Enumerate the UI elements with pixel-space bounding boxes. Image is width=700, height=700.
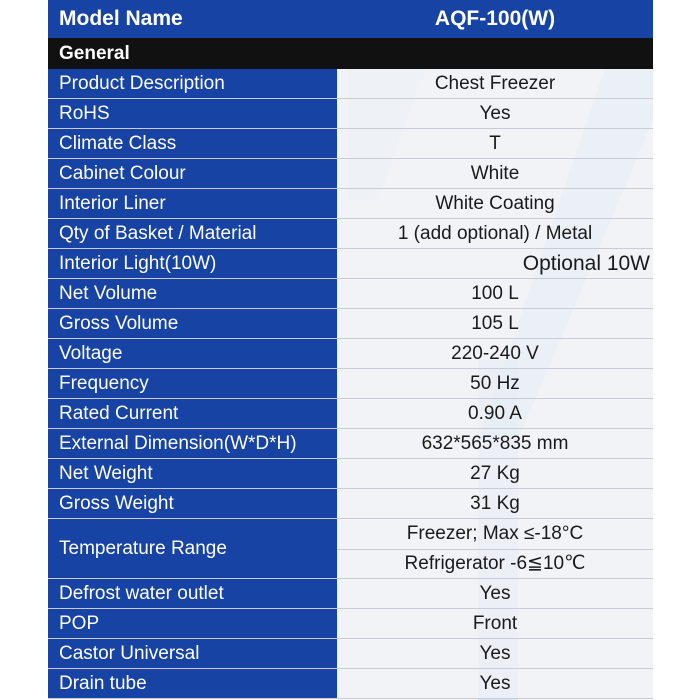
table-row <box>48 579 653 609</box>
table-row <box>48 399 653 429</box>
table-row <box>48 129 653 159</box>
spec-label: RoHS <box>48 99 337 128</box>
spec-label: Voltage <box>48 339 337 368</box>
table-row <box>48 339 653 369</box>
spec-value: 50 Hz <box>337 369 653 398</box>
temperature-range-values <box>337 519 653 578</box>
spec-label: Product Description <box>48 69 337 98</box>
spec-value: Yes <box>337 639 653 668</box>
spec-value: White <box>337 159 653 188</box>
spec-value: Chest Freezer <box>337 69 653 98</box>
spec-value: Yes <box>337 579 653 608</box>
table-row <box>48 609 653 639</box>
spec-label: Castor Universal <box>48 639 337 668</box>
table-row <box>48 309 653 339</box>
table-row <box>48 99 653 129</box>
spec-label: Climate Class <box>48 129 337 158</box>
table-row <box>48 639 653 669</box>
spec-value: 27 Kg <box>337 459 653 488</box>
temperature-range-row <box>48 519 653 579</box>
table-row <box>48 69 653 99</box>
spec-value: Yes <box>337 669 653 698</box>
temperature-range-label: Temperature Range <box>48 519 337 578</box>
spec-value: 100 L <box>337 279 653 308</box>
table-row <box>48 189 653 219</box>
spec-value: 632*565*835 mm <box>337 429 653 458</box>
spec-value: Yes <box>337 99 653 128</box>
table-row <box>48 159 653 189</box>
spec-value: White Coating <box>337 189 653 218</box>
table-row <box>48 459 653 489</box>
table-row <box>48 669 653 699</box>
table-row <box>48 249 653 279</box>
spec-label: Net Weight <box>48 459 337 488</box>
model-name-value: AQF-100(W) <box>434 7 556 30</box>
refrigerator-range: Refrigerator -6≦10℃ <box>337 549 653 579</box>
spec-label: Interior Liner <box>48 189 337 218</box>
spec-value: Front <box>337 609 653 638</box>
table-row <box>48 429 653 459</box>
spec-label: Defrost water outlet <box>48 579 337 608</box>
spec-value: 1 (add optional) / Metal <box>337 219 653 248</box>
spec-label: External Dimension(W*D*H) <box>48 429 337 458</box>
table-row <box>48 219 653 249</box>
spec-value: 0.90 A <box>337 399 653 428</box>
spec-value: 105 L <box>337 309 653 338</box>
spec-label: Qty of Basket / Material <box>48 219 337 248</box>
spec-label: Rated Current <box>48 399 337 428</box>
spec-label: Gross Weight <box>48 489 337 518</box>
spec-label: POP <box>48 609 337 638</box>
spec-value: 31 Kg <box>337 489 653 518</box>
spec-label: Net Volume <box>48 279 337 308</box>
table-row <box>48 369 653 399</box>
spec-value: Optional 10W <box>337 249 653 278</box>
model-name-header <box>48 0 653 38</box>
spec-label: Frequency <box>48 369 337 398</box>
spec-label: Gross Volume <box>48 309 337 338</box>
model-name-label: Model Name <box>59 7 183 30</box>
spec-value: T <box>337 129 653 158</box>
spec-value: 220-240 V <box>337 339 653 368</box>
table-row <box>48 279 653 309</box>
spec-label: Cabinet Colour <box>48 159 337 188</box>
spec-label: Drain tube <box>48 669 337 698</box>
spec-label: Interior Light(10W) <box>48 249 337 278</box>
freezer-range: Freezer; Max ≤-18°C <box>406 522 584 544</box>
table-row <box>48 489 653 519</box>
spec-sheet <box>48 0 653 700</box>
section-general: General <box>48 38 653 69</box>
